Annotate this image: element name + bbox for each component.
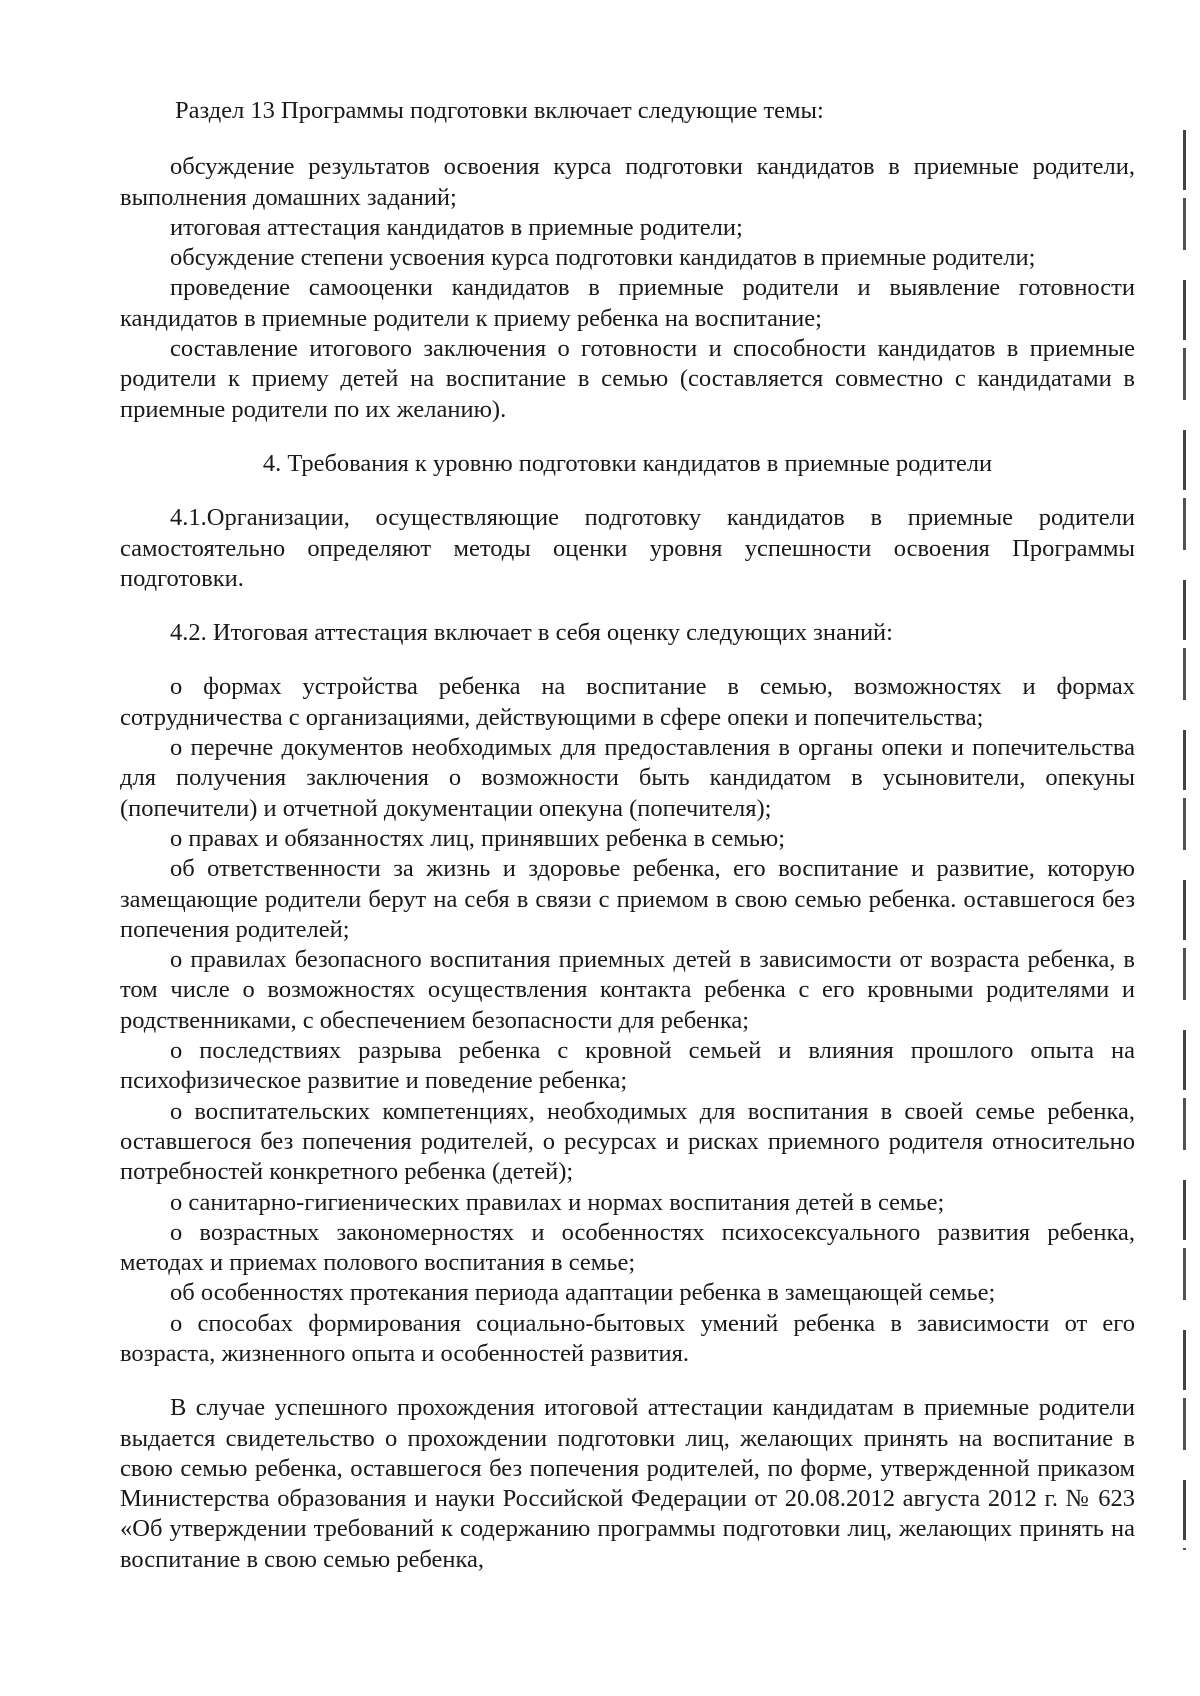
- section13-item: обсуждение степени усвоения курса подготовки кандидатов в приемные родители;: [170, 244, 1036, 272]
- section13-item: обсуждение результатов освоения курса подготовки кандидатов в приемные родители, выполнения домашних заданий;: [120, 153, 1135, 211]
- section13-item: составление итогового заключения о готовности и способности кандидатов в приемные родители к приему детей на воспитание в семью (составляется совместно с кандидатами в приемные родители по их желанию).: [120, 335, 1135, 423]
- knowledge-item: о последствиях разрыва ребенка с кровной семьей и влияния прошлого опыта на психофизическое развитие и поведение ребенка;: [120, 1037, 1135, 1095]
- knowledge-item: о формах устройства ребенка на воспитание в семью, возможностях и формах сотрудничества с организациями, действующими в сфере опеки и попечительства;: [120, 673, 1135, 731]
- closing-paragraph: В случае успешного прохождения итоговой аттестации кандидатам в приемные родители выдается свидетельство о прохождении подготовки лиц, желающих принять на воспитание в свою семью ребенка, оставшегося без попечения родителей, по форме, утвержденной приказом Министерства образования и науки Российской Федерации от 20.08.2012 августа 2012 г. № 623 «Об утверждении требований к содержанию программы подготовки лиц, желающих принять на воспитание в свою семью ребенка,: [120, 1394, 1135, 1573]
- section-heading-4: 4. Требования к уровню подготовки кандидатов в приемные родители: [262, 449, 993, 477]
- knowledge-item: о правилах безопасного воспитания приемных детей в зависимости от возраста ребенка, в том числе о возможностях осуществления контакта ребенка с его кровными родителями и родственниками, с обеспечением безопасности для ребенка;: [120, 946, 1135, 1034]
- section-intro: Раздел 13 Программы подготовки включает следующие темы:: [175, 97, 824, 124]
- paragraph-4-1: 4.1.Организации, осуществляющие подготовку кандидатов в приемные родители самостоятельно определяют методы оценки уровня успешности освоения Программы подготовки.: [120, 504, 1135, 592]
- document-body: [120, 96, 1135, 1575]
- knowledge-item: о перечне документов необходимых для предоставления в органы опеки и попечительства для получения заключения о возможности быть кандидатом в усыновители, опекуны (попечители) и отчетной документации опекуна (попечителя);: [120, 734, 1135, 822]
- section13-item: проведение самооценки кандидатов в приемные родители и выявление готовности кандидатов в приемные родители к приему ребенка на воспитание;: [120, 274, 1135, 332]
- knowledge-item: о воспитательских компетенциях, необходимых для воспитания в своей семье ребенка, оставшегося без попечения родителей, о ресурсах и рисках приемного родителя относительно потребностей конкретного ребенка (детей);: [120, 1097, 1135, 1186]
- section13-item: итоговая аттестация кандидатов в приемные родители;: [170, 213, 743, 241]
- knowledge-item: о способах формирования социально-бытовых умений ребенка в зависимости от его возраста, жизненного опыта и особенностей развития.: [120, 1309, 1135, 1367]
- paragraph-4-2: 4.2. Итоговая аттестация включает в себя оценку следующих знаний:: [170, 619, 893, 647]
- knowledge-item: о возрастных закономерностях и особенностях психосексуального развития ребенка, методах и приемах полового воспитания в семье;: [120, 1218, 1135, 1277]
- knowledge-item: об ответственности за жизнь и здоровье ребенка, его воспитание и развитие, которую замещающие родители берут на себя в связи с приемом в свою семью ребенка. оставшегося без попечения родителей;: [120, 855, 1135, 943]
- knowledge-item: о правах и обязанностях лиц, принявших ребенка в семью;: [170, 824, 786, 852]
- scan-edge-artifact: [1183, 130, 1186, 1550]
- knowledge-item: об особенностях протекания периода адаптации ребенка в замещающей семье;: [170, 1279, 996, 1307]
- knowledge-item: о санитарно-гигиенических правилах и нормах воспитания детей в семье;: [170, 1188, 945, 1216]
